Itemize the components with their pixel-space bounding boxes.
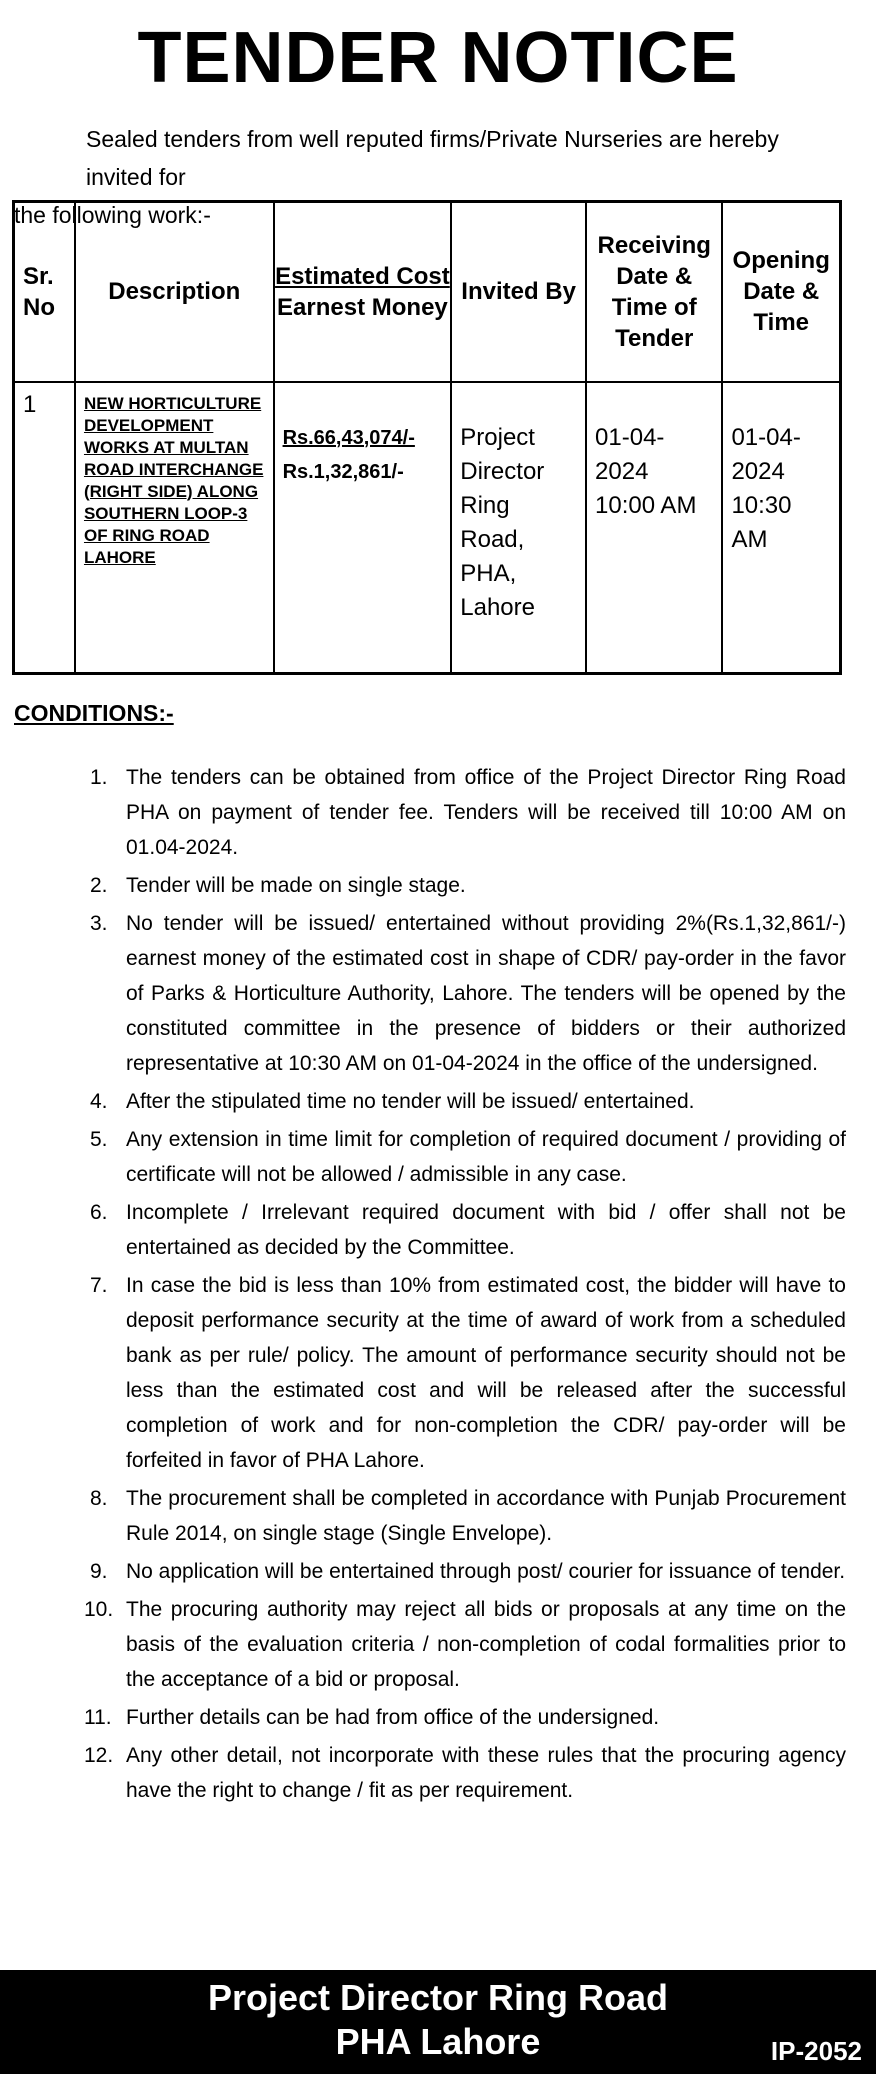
list-item bbox=[0, 1481, 876, 1551]
condition-text: The procuring authority may reject all bids or proposals at any time on the basis of the evaluation criteria / non-completion of codal formalities prior to the acceptance of a bid or proposal. bbox=[126, 1598, 846, 1691]
condition-number: 2. bbox=[90, 874, 108, 897]
list-item bbox=[0, 1700, 876, 1735]
footer-ip-code: IP-2052 bbox=[770, 2036, 862, 2066]
header-sr-no: Sr. No bbox=[14, 202, 75, 382]
condition-text: The tenders can be obtained from office of the Project Director Ring Road PHA on payment of tender fee. Tenders will be received till 10:00 AM on 01.04-2024. bbox=[126, 766, 846, 859]
opening-date: 01-04-2024 bbox=[731, 423, 801, 485]
condition-number: 5. bbox=[90, 1128, 108, 1151]
list-item bbox=[0, 1592, 876, 1697]
condition-text: In case the bid is less than 10% from estimated cost, the bidder will have to deposit performance security at the time of award of work from a scheduled bank as per rule/ policy. The amount of performance security should not be less than the estimated cost and will be released after the successful completion of work and for non-completion the CDR/ pay-order will be forfeited in favor of PHA Lahore. bbox=[126, 1274, 846, 1472]
cell-opening bbox=[722, 382, 840, 674]
list-item bbox=[0, 1268, 876, 1478]
header-cost-title: Estimated Cost bbox=[275, 262, 450, 290]
tender-table bbox=[12, 200, 842, 675]
list-item bbox=[0, 868, 876, 903]
cell-description: NEW HORTICULTURE DEVELOPMENT WORKS AT MULTAN ROAD INTERCHANGE (RIGHT SIDE) ALONG SOUTHERN LOOP-3 OF RING ROAD LAHORE bbox=[75, 382, 274, 674]
header-invited-by: Invited By bbox=[451, 202, 586, 382]
condition-number: 7. bbox=[90, 1274, 108, 1297]
opening-time: 10:30 AM bbox=[731, 491, 792, 553]
list-item bbox=[0, 760, 876, 865]
footer-authority: Project Director Ring Road bbox=[207, 1977, 669, 2018]
cost-value: Rs.66,43,074/- bbox=[282, 426, 415, 449]
earnest-value: Rs.1,32,861/- bbox=[282, 460, 404, 483]
conditions-heading: CONDITIONS:- bbox=[14, 700, 174, 726]
condition-text: The procurement shall be completed in accordance with Punjab Procurement Rule 2014, on single stage (Single Envelope). bbox=[126, 1487, 846, 1545]
condition-number: 1. bbox=[90, 766, 108, 789]
condition-number: 6. bbox=[90, 1201, 108, 1224]
header-receiving: Receiving Date & Time of Tender bbox=[586, 202, 722, 382]
cell-invited-by: Project Director Ring Road, PHA, Lahore bbox=[451, 382, 586, 674]
table-row bbox=[14, 382, 841, 674]
list-item bbox=[0, 1554, 876, 1589]
intro-line-1: Sealed tenders from well reputed firms/Private Nurseries are hereby invited for bbox=[86, 126, 779, 190]
cell-sr: 1 bbox=[14, 382, 75, 674]
receiving-time: 10:00 AM bbox=[595, 491, 697, 519]
header-description: Description bbox=[75, 202, 274, 382]
list-item bbox=[0, 906, 876, 1081]
condition-number: 12. bbox=[84, 1744, 114, 1767]
cell-receiving bbox=[586, 382, 722, 674]
condition-number: 4. bbox=[90, 1090, 108, 1113]
footer-banner bbox=[0, 1970, 876, 2074]
condition-text: Any other detail, not incorporate with these rules that the procuring agency have the right to change / fit as per requirement. bbox=[126, 1744, 846, 1802]
header-estimated-cost bbox=[274, 202, 452, 382]
cell-cost bbox=[274, 382, 452, 674]
condition-text: No tender will be issued/ entertained without providing 2%(Rs.1,32,861/-) earnest money of the estimated cost in shape of CDR/ pay-order in the favor of Parks & Horticulture Authority, Lahore. The tenders will be opened by the constituted committee in the presence of bidders or their authorized representative at 10:30 AM on 01-04-2024 in the office of the undersigned. bbox=[126, 912, 846, 1075]
list-item bbox=[0, 1084, 876, 1119]
condition-text: Further details can be had from office of the undersigned. bbox=[126, 1706, 660, 1729]
condition-number: 3. bbox=[90, 912, 108, 935]
intro-line-2: the following work:- bbox=[14, 202, 211, 228]
condition-number: 9. bbox=[90, 1560, 108, 1583]
condition-number: 10. bbox=[84, 1598, 114, 1621]
condition-text: Incomplete / Irrelevant required document with bid / offer shall not be entertained as decided by the Committee. bbox=[126, 1201, 846, 1259]
header-opening: Opening Date & Time bbox=[722, 202, 840, 382]
page-title: TENDER NOTICE bbox=[137, 18, 739, 98]
condition-number: 8. bbox=[90, 1487, 108, 1510]
list-item bbox=[0, 1195, 876, 1265]
condition-number: 11. bbox=[84, 1706, 112, 1729]
footer-organization: PHA Lahore bbox=[335, 2021, 541, 2062]
condition-text: Any extension in time limit for completion of required document / providing of certificate will not be allowed / admissible in any case. bbox=[126, 1128, 846, 1186]
receiving-date: 01-04-2024 bbox=[595, 423, 665, 485]
conditions-list bbox=[0, 760, 876, 1811]
list-item bbox=[0, 1738, 876, 1808]
list-item bbox=[0, 1122, 876, 1192]
condition-text: After the stipulated time no tender will be issued/ entertained. bbox=[126, 1090, 695, 1113]
condition-text: No application will be entertained through post/ courier for issuance of tender. bbox=[126, 1560, 846, 1583]
table-header-row bbox=[14, 202, 841, 382]
header-cost-sub: Earnest Money bbox=[277, 293, 448, 321]
condition-text: Tender will be made on single stage. bbox=[126, 874, 466, 897]
